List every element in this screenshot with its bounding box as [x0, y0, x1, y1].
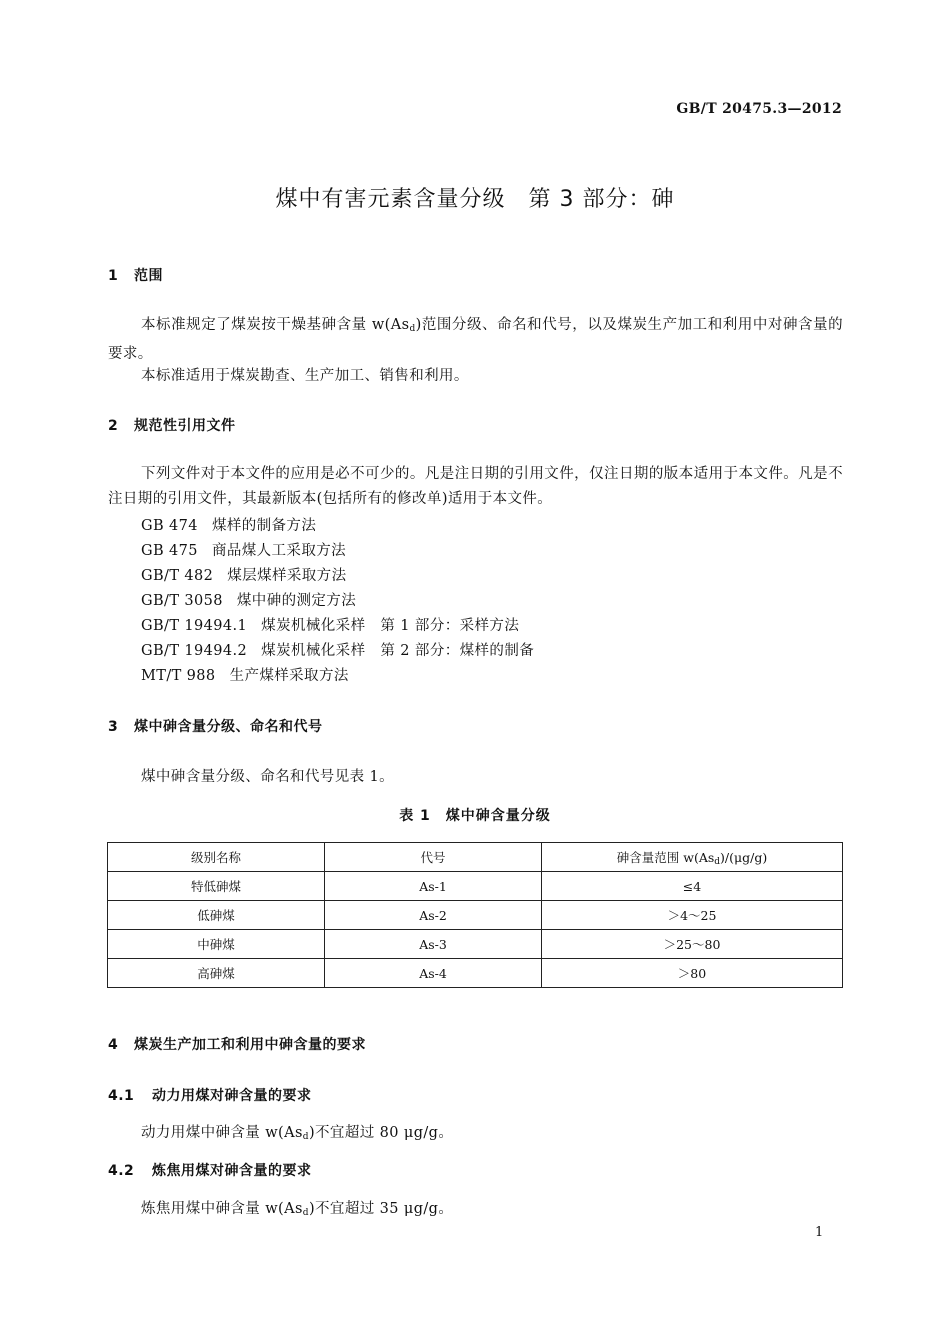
- table-cell: As-1: [325, 872, 542, 901]
- table-row: [108, 901, 843, 930]
- section-number: 3: [108, 719, 119, 735]
- reference-item: [141, 614, 519, 635]
- table-cell: As-2: [325, 901, 542, 930]
- standard-number: GB/T 20475.3—2012: [676, 101, 842, 117]
- table-cell: ＞80: [542, 959, 843, 988]
- table-caption: 表 1 煤中砷含量分级: [399, 808, 551, 824]
- subsection-4-1-paragraph: 动力用煤中砷含量 $w(As_d)$不宜超过 80 μg/g。: [141, 1125, 454, 1142]
- section-title: 规范性引用文件: [134, 418, 236, 434]
- subsection-4-2-paragraph: 炼焦用煤中砷含量 $w(As_d)$不宜超过 35 μg/g。: [141, 1201, 454, 1218]
- section-title: 范围: [134, 268, 163, 284]
- table-cell: 特低砷煤: [108, 872, 325, 901]
- reference-code: GB/T 482: [141, 568, 214, 584]
- reference-item: [141, 639, 534, 660]
- reference-code: GB 475: [141, 543, 198, 559]
- table-cell: As-4: [325, 959, 542, 988]
- column-header: 砷含量范围 $w(As_d)/(\mu g/g)$: [542, 843, 843, 872]
- table-cell: 低砷煤: [108, 901, 325, 930]
- section-4-heading: [108, 1034, 366, 1054]
- table-row: [108, 930, 843, 959]
- page-number: 1: [815, 1225, 824, 1240]
- column-header: 代号: [325, 843, 542, 872]
- reference-item: [141, 589, 356, 610]
- reference-code: GB/T 19494.1: [141, 618, 248, 634]
- subsection-number: 4.1: [108, 1088, 135, 1104]
- section-number: 1: [108, 268, 119, 284]
- section-3-heading: [108, 716, 323, 736]
- subsection-title: 炼焦用煤对砷含量的要求: [152, 1163, 312, 1179]
- subsection-title: 动力用煤对砷含量的要求: [152, 1088, 312, 1104]
- table-cell: 中砷煤: [108, 930, 325, 959]
- column-header: 级别名称: [108, 843, 325, 872]
- subsection-number: 4.2: [108, 1163, 135, 1179]
- table-cell: ＞25～80: [542, 930, 843, 959]
- section-1-paragraph-1: 本标准规定了煤炭按干燥基砷含量 $w(As_d)$范围分级、命名和代号，以及煤炭生产加工和利用中对砷含量的要求。: [108, 317, 843, 362]
- reference-title: 煤炭机械化采样 第 1 部分：采样方法: [261, 618, 520, 634]
- document-title: 煤中有害元素含量分级 第 3 部分：砷: [275, 187, 675, 212]
- table-cell: As-3: [325, 930, 542, 959]
- reference-code: GB/T 3058: [141, 593, 223, 609]
- arsenic-grade-table: [107, 842, 843, 988]
- section-1-paragraph-2: 本标准适用于煤炭勘查、生产加工、销售和利用。: [141, 368, 469, 384]
- section-3-paragraph-1: 煤中砷含量分级、命名和代号见表 1。: [141, 769, 395, 785]
- section-1-heading: [108, 265, 163, 285]
- reference-item: [141, 564, 346, 585]
- table-header-row: [108, 843, 843, 872]
- table-row: [108, 959, 843, 988]
- table-cell: ≤4: [542, 872, 843, 901]
- section-title: 煤炭生产加工和利用中砷含量的要求: [134, 1037, 366, 1053]
- table-row: [108, 872, 843, 901]
- reference-title: 煤层煤样采取方法: [227, 568, 347, 584]
- reference-item: [141, 539, 346, 560]
- section-2-paragraph-1: 下列文件对于本文件的应用是必不可少的。凡是注日期的引用文件，仅注日期的版本适用于本文件。凡是不注日期的引用文件，其最新版本(包括所有的修改单)适用于本文件。: [108, 466, 843, 507]
- reference-title: 商品煤人工采取方法: [211, 543, 347, 559]
- reference-title: 生产煤样采取方法: [229, 668, 349, 684]
- reference-item: [141, 664, 349, 685]
- reference-code: GB/T 19494.2: [141, 643, 248, 659]
- section-number: 4: [108, 1037, 119, 1053]
- reference-code: MT/T 988: [141, 668, 216, 684]
- section-2-heading: [108, 415, 236, 435]
- section-title: 煤中砷含量分级、命名和代号: [134, 719, 323, 735]
- reference-code: GB 474: [141, 518, 198, 534]
- subsection-4-2-heading: [108, 1160, 312, 1180]
- reference-title: 煤中砷的测定方法: [236, 593, 357, 609]
- table-cell: 高砷煤: [108, 959, 325, 988]
- reference-title: 煤样的制备方法: [211, 518, 317, 534]
- reference-item: [141, 514, 316, 535]
- reference-title: 煤炭机械化采样 第 2 部分：煤样的制备: [261, 643, 535, 659]
- section-number: 2: [108, 418, 119, 434]
- table-cell: ＞4～25: [542, 901, 843, 930]
- subsection-4-1-heading: [108, 1085, 312, 1105]
